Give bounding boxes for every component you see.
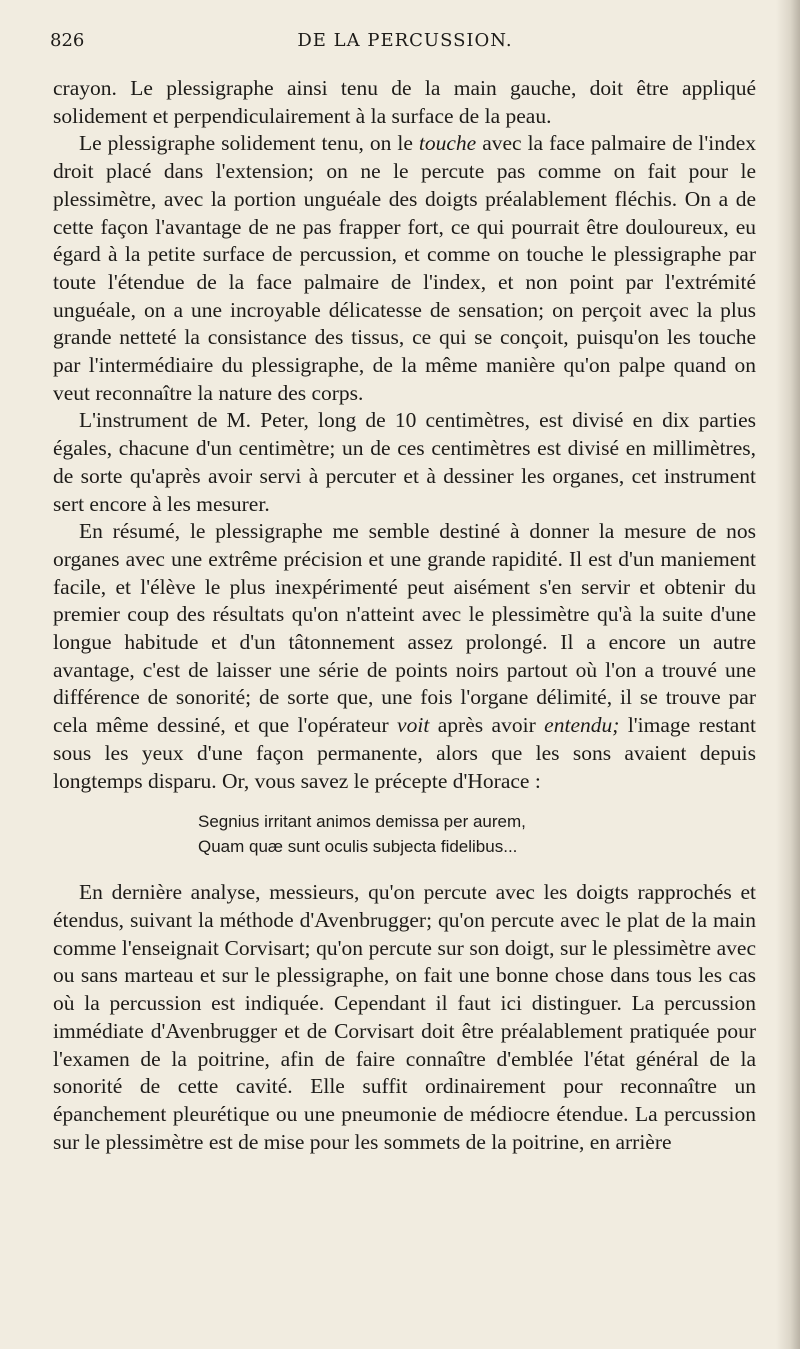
text-run: En résumé, le plessigraphe me semble destiné à donner la mesure de nos organes avec une extrême précision et une grande rapidité. Il est d'un maniement facile, et l'élève le plus inexpérimenté peut aisément s'en servir et obtenir du premier coup des résultats qu'on n'atteint avec le plessimètre qu'à la suite d'une longue habitude et d'un tâtonnement assez prolongé. Il a encore un autre avantage, c'est de laisser une série de points noirs partout où l'on a trouvé une différence de sonorité; de sorte que, une fois l'organe délimité, il se trouve par cela même dessiné, et que l'opérateur xyxy=(53,519,756,738)
running-head: DE LA PERCUSSION. xyxy=(297,30,513,51)
page-header xyxy=(50,30,760,60)
text-run: l'image restant sous les yeux d'une façon permanente, alors que les sons avaient depuis longtemps disparu. Or, vous savez le précepte d'Horace : xyxy=(53,713,756,793)
emphasis-touche: touche xyxy=(418,131,477,156)
paragraph-summary xyxy=(53,518,756,795)
quote-line: Segnius irritant animos demissa per aurem, xyxy=(198,812,526,832)
paragraph-continuation: crayon. Le plessigraphe ainsi tenu de la main gauche, doit être appliqué solidement et perpendiculairement à la surface de la peau. xyxy=(53,76,756,128)
body-text xyxy=(53,75,756,1156)
text-run: après avoir xyxy=(429,713,545,738)
paragraph-final-analysis: En dernière analyse, messieurs, qu'on percute avec les doigts rapprochés et étendus, suivant la méthode d'Avenbrugger; qu'on percute avec le plat de la main comme l'enseignait Corvisart; qu'on percute sur son doigt, sur le plessimètre avec ou sans marteau et sur le plessigraphe, on fait une bonne chose dans tous les cas où la percussion est indiquée. Cependant il faut ici distinguer. La percussion immédiate d'Avenbrugger et de Corvisart doit être préalablement pratiquée pour l'examen de la poitrine, afin de faire connaître d'emblée l'état général de la sonorité de cette cavité. Elle suffit ordinairement pour reconnaître un épanchement pleurétique ou une pneumonie de médiocre étendue. La percussion sur le plessimètre est de mise pour les sommets de la poitrine, en arrière xyxy=(53,880,756,1154)
quote-line: Quam quæ sunt oculis subjecta fidelibus... xyxy=(198,837,518,857)
paragraph-instrument: L'instrument de M. Peter, long de 10 centimètres, est divisé en dix parties égales, chacune d'un centimètre; un de ces centimètres est divisé en millimètres, de sorte qu'après avoir servi à percuter et à dessiner les organes, cet instrument sert encore à les mesurer. xyxy=(53,408,756,516)
emphasis-voit: voit xyxy=(397,713,430,738)
page-number: 826 xyxy=(50,30,85,51)
text-run: Le plessigraphe solidement tenu, on le xyxy=(79,131,419,156)
text-run: avec la face palmaire de l'index droit placé dans l'extension; on ne le percute pas comme on fait pour le plessimètre, avec la portion unguéale des doigts préalablement fléchis. On a de cette façon l'avantage de ne pas frapper fort, ce qui pourrait être douloureux, eu égard à la petite surface de percussion, et comme on touche le plessigraphe par toute l'étendue de la face palmaire de l'index, et non point par l'extrémité unguéale, on a une incroyable délicatesse de sensation; on perçoit avec la plus grande netteté la consistance des tissus, ce qui se conçoit, puisqu'on les touche par l'intermédiaire du plessigraphe, de la même manière qu'on palpe quand on veut reconnaître la nature des corps. xyxy=(53,131,756,405)
page-edge-shadow xyxy=(776,0,800,1349)
paragraph-touch-technique xyxy=(53,130,756,407)
horace-quote xyxy=(53,809,756,859)
emphasis-entendu: entendu; xyxy=(544,713,620,738)
